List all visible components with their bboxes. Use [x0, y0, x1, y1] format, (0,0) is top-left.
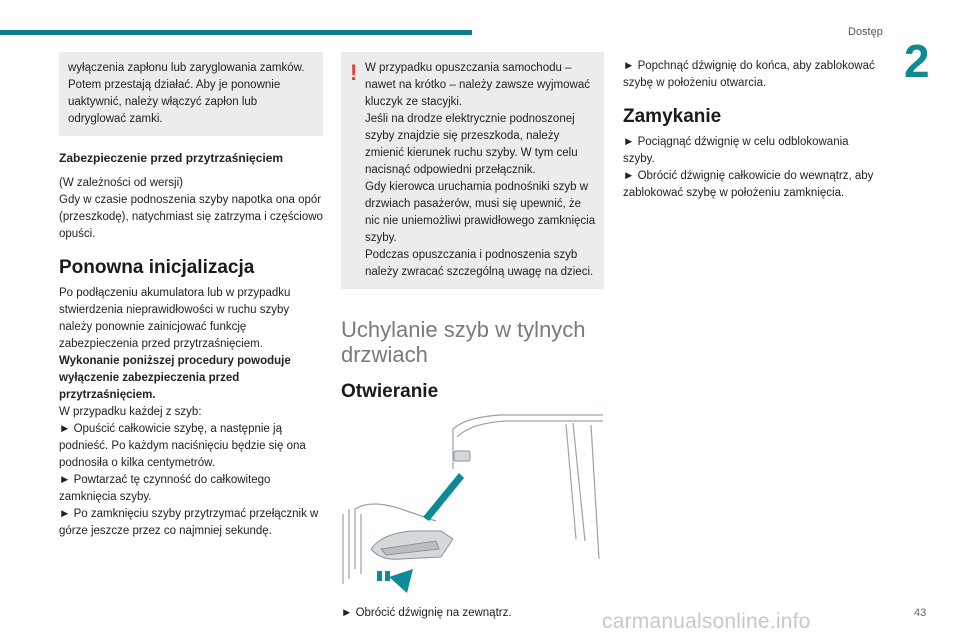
info-box	[59, 52, 323, 136]
warning-text: W przypadku opuszczania samochodu – nawet na krótko – należy zawsze wyjmować kluczyk ze stacyjki. Jeśli na drodze elektrycznie podnoszonej szyby znajdzie się przeszkoda, należy zmienić kierunek ruchu szyby. W tym celu nacisnąć odpowiedni przełącznik. Gdy kierowca uruchamia podnośniki szyb w drzwiach pasażerów, musi się upewnić, że nic nie uniemożliwi prawidłowego zamknięcia szyby. Podczas opuszczania i podnoszenia szyb należy zwracać szczególną uwagę na dzieci.	[365, 62, 596, 278]
open-step-text: ► Popchnąć dźwignię do końca, aby zablokować szybę w położeniu otwarcia.	[623, 60, 875, 89]
header-accent-bar	[0, 30, 472, 35]
page-number: 43	[914, 607, 927, 619]
warning-box	[341, 52, 604, 289]
window-lever-illustration	[341, 409, 603, 599]
figure-caption: ► Obrócić dźwignię na zewnątrz.	[341, 607, 512, 619]
pinch-protection-text: (W zależności od wersji) Gdy w czasie podnoszenia szyby napotka ona opór (przeszkodę), natychmiast się zatrzyma i częściowo opuści.	[59, 177, 323, 240]
watermark: carmanualsonline.info	[602, 610, 811, 633]
close-steps: ► Pociągnąć dźwignię w celu odblokowania szyby. ► Obrócić dźwignię całkowicie do wewnątrz, aby zablokować szybę w położeniu zamknięcia.	[623, 136, 874, 199]
reinit-text: Po podłączeniu akumulatora lub w przypadku stwierdzenia nieprawidłowości w ruchu szyby należy ponownie zainicjować funkcję zabezpieczenia przed przytrzaśnięciem.	[59, 287, 291, 350]
section-title: Uchylanie szyb w tylnych drzwiach	[341, 317, 586, 367]
info-box-text: wyłączenia zapłonu lub zaryglowania zamków. Potem przestają działać. Aby je ponownie uaktywnić, należy włączyć zapłon lub odryglować zamki.	[68, 62, 305, 125]
reinit-heading: Ponowna inicjalizacja	[59, 257, 255, 278]
open-heading: Otwieranie	[341, 381, 439, 402]
chapter-number: 2	[904, 35, 930, 87]
pinch-protection-heading: Zabezpieczenie przed przytrzaśnięciem	[59, 151, 284, 165]
section-label: Dostęp	[848, 26, 883, 38]
warning-icon: !	[350, 60, 358, 85]
reinit-steps: W przypadku każdej z szyb: ► Opuścić całkowicie szybę, a następnie ją podnieść. Po każdym naciśnięciu będzie się ona podnosiła o kilka centymetrów. ► Powtarzać tę czynność do całkowitego zamknięcia szyby. ► Po zamknięciu szyby przytrzymać przełącznik w górze jeszcze przez co najmniej sekundę.	[59, 406, 319, 537]
column-left	[59, 52, 323, 540]
column-right	[623, 58, 883, 202]
close-heading: Zamykanie	[623, 106, 722, 127]
reinit-bold-text: Wykonanie poniższej procedury powoduje wyłączenie zabezpieczenia przed przytrzaśnięciem.	[59, 355, 291, 401]
door-lever-drawing	[341, 409, 603, 599]
column-middle	[341, 52, 604, 622]
